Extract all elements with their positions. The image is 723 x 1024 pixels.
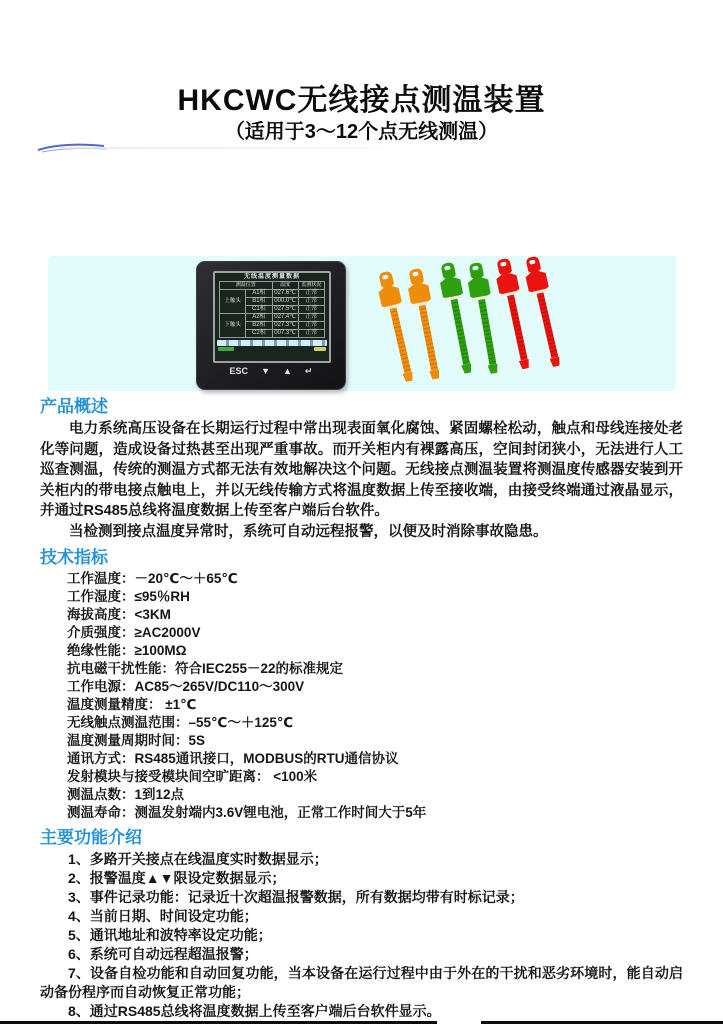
spec-item: 工作温度：－20℃～＋65℃ xyxy=(67,571,238,586)
phase-cell: C1相 xyxy=(246,306,272,314)
spec-item: 发射模块与接受模块间空旷距离： <100米 xyxy=(67,769,318,784)
table-row xyxy=(220,314,325,322)
temp-cell: 000.0℃ xyxy=(272,298,298,306)
spec-item: 通讯方式：RS485通讯接口，MODBUS的RTU通信协议 xyxy=(67,751,399,766)
status-cell: 正常 xyxy=(298,314,324,322)
screen-footer-left-text xyxy=(218,347,234,351)
function-item: 1、多路开关接点在线温度实时数据显示； xyxy=(68,851,328,867)
section-heading-functions: 主要功能介绍 xyxy=(40,828,142,847)
function-item: 8、通过RS485总线将温度数据上传至客户端后台软件显示。 xyxy=(68,1003,441,1019)
function-item: 2、报警温度▲▼限设定数据显示； xyxy=(68,870,286,886)
screen-footer xyxy=(218,347,326,351)
spec-item: 工作电源：AC85～265V/DC110～300V xyxy=(67,679,305,694)
sensor-tail xyxy=(478,299,496,365)
screen-table-header xyxy=(220,282,325,290)
product-photo-banner xyxy=(48,256,676,391)
table-row xyxy=(220,290,325,298)
up-arrow-key: ▲ xyxy=(282,366,292,376)
col-header-temp: 温度 xyxy=(272,282,298,290)
spec-item: 测温寿命：测温发射端内3.6V锂电池，正常工作时间大于5年 xyxy=(67,805,427,820)
esc-key: ESC xyxy=(229,366,249,376)
phase-cell: B2相 xyxy=(246,322,272,330)
status-cell: 正常 xyxy=(298,290,324,298)
overview-paragraph: 电力系统高压设备在长期运行过程中常出现表面氧化腐蚀、紧固螺栓松动，触点和母线连接处老化等问题，造成设备过热甚至出现严重事故。而开关柜内有裸露高压，空间封闭狭小，无法进行人工巡查测温，传统的测温方式都无法有效地解决这个问题。无线接点测温装置将测温度传感器安装到开关柜内的带电接点触电上，并以无线传输方式将温度数据上传至接收端，由接受终端通过液晶显示，并通过RS485总线将温度数据上传至客户端后台软件。 xyxy=(40,421,683,519)
status-cell: 正常 xyxy=(298,298,324,306)
phase-cell: A1相 xyxy=(246,290,272,298)
down-arrow-key: ▼ xyxy=(261,366,270,376)
sensor-head xyxy=(378,271,394,289)
function-item: 6、系统可自动远程超温报警； xyxy=(68,946,258,962)
phase-cell: B1相 xyxy=(246,298,272,306)
sensor-tip xyxy=(461,363,473,374)
function-item: 5、通讯地址和波特率设定功能； xyxy=(68,927,272,943)
temp-cell: 027.3℃ xyxy=(272,322,298,330)
enter-key: ↵ xyxy=(304,366,313,376)
temperature-display-device xyxy=(196,261,346,390)
sensor-head xyxy=(496,258,512,275)
function-item: 4、当前日期、时间设定功能； xyxy=(68,908,258,924)
logo-swoosh-icon xyxy=(34,140,114,161)
sensor-tail xyxy=(450,299,469,365)
device-screen xyxy=(213,271,331,363)
screen-title: 无线温度测量数据 xyxy=(243,274,300,280)
phase-cell: C2相 xyxy=(246,330,272,338)
col-header-location: 测温位置 xyxy=(220,282,273,290)
spec-item: 测温点数：1到12点 xyxy=(67,787,185,802)
group-label: 上触头 xyxy=(220,290,246,314)
phase-cell: A2相 xyxy=(246,314,272,322)
sensor-head xyxy=(468,262,483,279)
overview-paragraph: 当检测到接点温度异常时，系统可自动远程报警，以便及时消除事故隐患。 xyxy=(69,523,548,540)
document-body xyxy=(40,391,683,1021)
sensor-tail xyxy=(507,295,528,361)
spec-item: 介质强度：≥AC2000V xyxy=(67,625,201,640)
section-heading-overview: 产品概述 xyxy=(40,397,108,416)
sensor-head xyxy=(408,268,424,285)
sensor-head xyxy=(525,256,541,274)
sensor-tail xyxy=(536,292,558,358)
group-label: 下触头 xyxy=(220,314,246,338)
temp-cell: 027.5℃ xyxy=(272,306,298,314)
sensor-tip xyxy=(488,364,499,375)
temp-cell: 027.6℃ xyxy=(272,290,298,298)
temp-cell: 027.4℃ xyxy=(272,314,298,322)
screen-footer-right-text xyxy=(314,347,326,351)
status-cell: 正常 xyxy=(298,306,324,314)
temp-cell: 007.3℃ xyxy=(272,330,298,338)
status-cell: 正常 xyxy=(298,330,324,338)
device-keypad xyxy=(197,366,345,377)
function-item: 7、设备自检功能和自动回复功能，当本设备在运行过程中由于外在的干扰和恶劣环境时，能自动启动备份程序而自动恢复正常功能； xyxy=(40,965,683,1000)
sensor-tail xyxy=(418,305,437,371)
screen-table xyxy=(219,281,325,338)
sensor-head xyxy=(440,262,456,279)
spec-item: 抗电磁干扰性能：符合IEC255－22的标准规定 xyxy=(67,661,344,676)
logo-underline xyxy=(60,147,385,149)
sensor-tip xyxy=(429,369,441,380)
screen-highlight-bar xyxy=(217,340,327,346)
page-subtitle: （适用于3～12个点无线测温） xyxy=(224,121,499,143)
section-heading-specs: 技术指标 xyxy=(40,548,108,567)
spec-item: 绝缘性能：≥100MΩ xyxy=(67,643,187,658)
col-header-status: 监测状况 xyxy=(298,282,324,290)
spec-item: 温度测量周期时间：5S xyxy=(67,733,206,748)
spec-item: 温度测量精度： ±1℃ xyxy=(67,697,197,712)
page-title: HKCWC无线接点测温装置 xyxy=(177,84,546,117)
spec-item: 海拔高度：<3KM xyxy=(67,607,171,622)
function-item: 3、事件记录功能：记录近十次超温报警数据，所有数据均带有时标记录； xyxy=(68,889,524,905)
spec-item: 无线触点测温范围：–55℃～＋125℃ xyxy=(67,715,294,730)
spec-item: 工作湿度：≤95％RH xyxy=(67,589,190,604)
status-cell: 正常 xyxy=(298,322,324,330)
sensor-tail xyxy=(389,307,411,373)
